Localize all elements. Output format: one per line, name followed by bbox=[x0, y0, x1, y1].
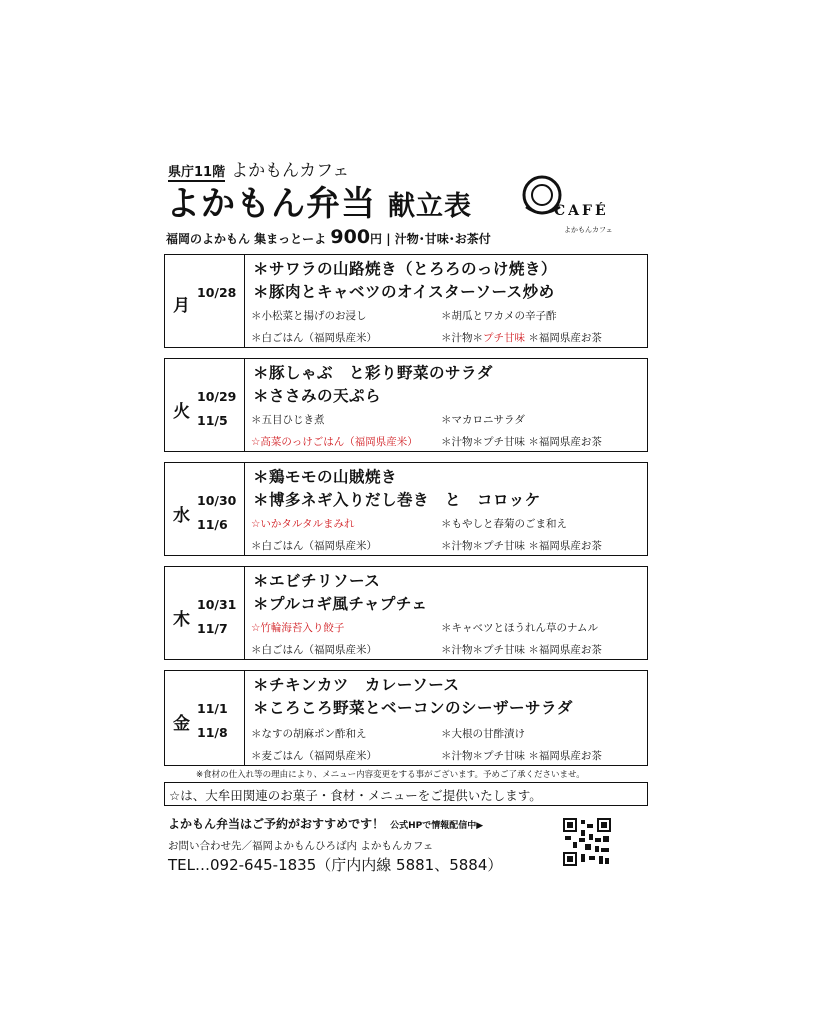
price-line bbox=[166, 226, 491, 248]
day-char: 金 bbox=[173, 714, 190, 734]
contact-line: お問い合わせ先／福岡よかもんひろば内 よかもんカフェ bbox=[168, 840, 434, 852]
soup-dessert-tea: ＊汁物＊プチ甘味 ＊福岡県産お茶 bbox=[441, 332, 602, 344]
side-dish: ＊五目ひじき煮 bbox=[251, 414, 325, 426]
main-dish-2: ＊ささみの天ぷら bbox=[253, 387, 382, 405]
side-dish: ＊胡瓜とワカメの辛子酢 bbox=[441, 310, 557, 322]
logo-text: CAFÉ bbox=[554, 203, 609, 219]
date: 11/7 bbox=[197, 621, 228, 636]
price-value: 900 bbox=[330, 226, 371, 248]
omuta-info-box: ☆は、大牟田関連のお菓子・食材・メニューをご提供いたします。 bbox=[164, 782, 648, 806]
title-sub: 献立表 bbox=[388, 191, 472, 222]
rice: ＊白ごはん（福岡県産米） bbox=[251, 332, 377, 344]
cafe-name: よかもんカフェ bbox=[231, 161, 350, 181]
side-dish-omuta-special: ☆竹輪海苔入り餃子 bbox=[251, 622, 345, 634]
main-dish-1: ＊チキンカツ カレーソース bbox=[253, 676, 460, 694]
main-dish-1: ＊エビチリソース bbox=[253, 572, 381, 590]
day-label-cell bbox=[165, 463, 245, 555]
day-label-cell bbox=[165, 671, 245, 765]
logo-sub: よかもんカフェ bbox=[564, 226, 613, 234]
day-box-thu bbox=[164, 566, 648, 660]
main-dish-1: ＊サワラの山路焼き（とろろのっけ焼き） bbox=[253, 260, 557, 278]
soup-dessert-tea: ＊汁物＊プチ甘味 ＊福岡県産お茶 bbox=[441, 644, 602, 656]
cafe-logo bbox=[520, 173, 620, 235]
main-dish-2: ＊ころころ野菜とベーコンのシーザーサラダ bbox=[253, 699, 573, 717]
price-suffix: 円 | 汁物･甘味･お茶付 bbox=[370, 232, 491, 246]
dessert-highlight: プチ甘味 bbox=[483, 332, 525, 344]
date: 10/29 bbox=[197, 389, 237, 404]
main-dish-2: ＊豚肉とキャベツのオイスターソース炒め bbox=[253, 283, 555, 301]
qr-code-icon[interactable] bbox=[563, 818, 611, 866]
date: 11/5 bbox=[197, 413, 228, 428]
rice: ＊白ごはん（福岡県産米） bbox=[251, 644, 377, 656]
main-dish-2: ＊プルコギ風チャプチェ bbox=[253, 595, 428, 613]
day-box-tue bbox=[164, 358, 648, 452]
reservation-line bbox=[168, 815, 483, 832]
day-label-cell bbox=[165, 567, 245, 659]
day-box-mon bbox=[164, 254, 648, 348]
side-dish: ＊キャベツとほうれん草のナムル bbox=[441, 622, 598, 634]
date: 10/28 bbox=[197, 285, 237, 300]
rice-omuta-special: ☆高菜のっけごはん（福岡県産米） bbox=[251, 436, 418, 448]
date: 10/30 bbox=[197, 493, 237, 508]
day-label-cell bbox=[165, 359, 245, 451]
tel-line: TEL…092-645-1835（庁内内線 5881、5884） bbox=[168, 856, 503, 874]
day-char: 月 bbox=[173, 296, 190, 316]
day-box-wed bbox=[164, 462, 648, 556]
price-prefix: 福岡のよかもん 集まっとーよ bbox=[166, 232, 327, 246]
rice: ＊麦ごはん（福岡県産米） bbox=[251, 750, 377, 762]
change-notice: ※食材の仕入れ等の理由により、メニュー内容変更をする事がございます。予めご了承くださいませ。 bbox=[196, 770, 585, 780]
side-dish: ＊大根の甘酢漬け bbox=[441, 728, 525, 740]
soup-dessert-tea: ＊汁物＊プチ甘味 ＊福岡県産お茶 bbox=[441, 436, 602, 448]
date: 10/31 bbox=[197, 597, 237, 612]
side-dish-omuta-special: ☆いかタルタルまみれ bbox=[251, 518, 355, 530]
title-main: よかもん弁当 bbox=[166, 184, 376, 224]
day-char: 火 bbox=[173, 402, 190, 422]
day-label-cell bbox=[165, 255, 245, 347]
date: 11/8 bbox=[197, 725, 228, 740]
hp-text: 公式HPで情報配信中▶ bbox=[390, 821, 484, 831]
page-title bbox=[166, 176, 472, 225]
reserve-text: よかもん弁当はご予約がおすすめです！ bbox=[168, 817, 385, 831]
side-dish: ＊もやしと春菊のごま和え bbox=[441, 518, 567, 530]
main-dish-2: ＊博多ネギ入りだし巻き と コロッケ bbox=[253, 491, 541, 509]
side-dish: ＊小松菜と揚げのお浸し bbox=[251, 310, 367, 322]
date: 11/1 bbox=[197, 701, 228, 716]
main-dish-1: ＊鶏モモの山賊焼き bbox=[253, 468, 398, 486]
soup-dessert-tea: ＊汁物＊プチ甘味 ＊福岡県産お茶 bbox=[441, 540, 602, 552]
day-char: 木 bbox=[173, 610, 190, 630]
side-dish: ＊マカロニサラダ bbox=[441, 414, 525, 426]
rice: ＊白ごはん（福岡県産米） bbox=[251, 540, 377, 552]
side-dish: ＊なすの胡麻ポン酢和え bbox=[251, 728, 367, 740]
floor-tag: 県庁11階 bbox=[168, 165, 226, 180]
day-char: 水 bbox=[173, 506, 190, 526]
main-dish-1: ＊豚しゃぶ と彩り野菜のサラダ bbox=[253, 364, 493, 382]
day-box-fri bbox=[164, 670, 648, 766]
soup-dessert-tea: ＊汁物＊プチ甘味 ＊福岡県産お茶 bbox=[441, 750, 602, 762]
date: 11/6 bbox=[197, 517, 228, 532]
